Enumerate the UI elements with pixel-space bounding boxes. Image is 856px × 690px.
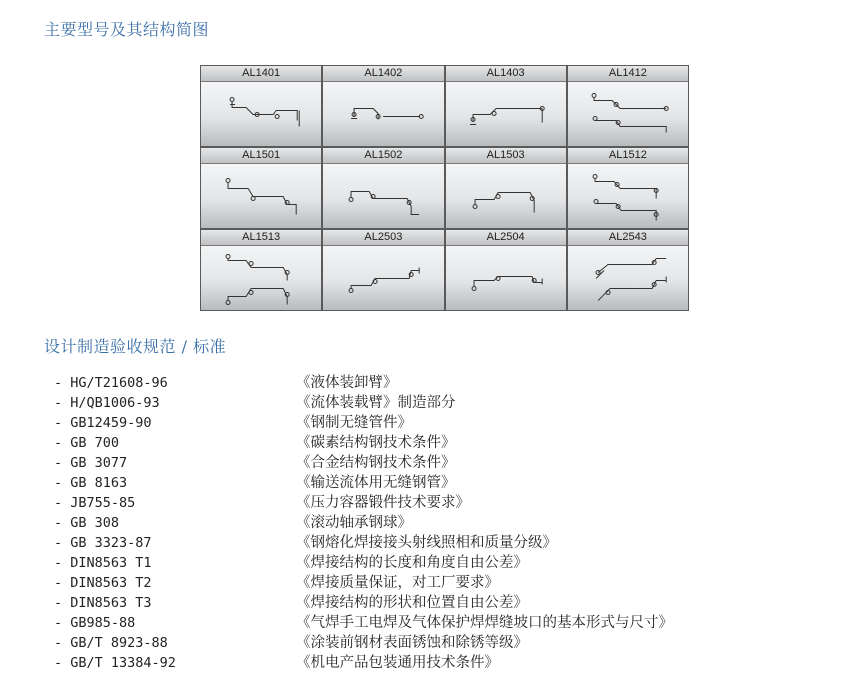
standard-code: - DIN8563 T1 (54, 555, 152, 571)
model-label: AL1412 (568, 66, 688, 82)
standard-code: - JB755-85 (54, 495, 136, 511)
model-label: AL2504 (446, 230, 566, 246)
model-diagram (446, 164, 566, 228)
standard-code: - GB/T 13384-92 (54, 655, 176, 671)
model-cell (323, 66, 443, 146)
model-cell (201, 230, 321, 310)
standard-code: - HG/T21608-96 (54, 375, 168, 391)
model-cell (446, 66, 566, 146)
standard-code: - DIN8563 T2 (54, 575, 152, 591)
section-title-standards: 设计制造验收规范 / 标准 (44, 337, 227, 356)
model-cell (323, 230, 443, 310)
standard-code: - GB 8163 (54, 475, 128, 491)
model-label: AL2543 (568, 230, 688, 246)
standard-code: - DIN8563 T3 (54, 595, 152, 611)
model-cell (568, 66, 688, 146)
model-diagram (446, 246, 566, 310)
standard-code: - GB985-88 (54, 615, 136, 631)
model-cell (201, 66, 321, 146)
standard-name: 《钢制无缝管件》 (296, 415, 412, 431)
model-diagram (446, 82, 566, 146)
model-label: AL1501 (201, 148, 321, 164)
standard-name: 《流体装载臂》制造部分 (296, 395, 456, 411)
standard-name: 《碳素结构钢技术条件》 (296, 435, 456, 451)
model-label: AL1403 (446, 66, 566, 82)
standard-name: 《气焊手工电焊及气体保护焊焊缝坡口的基本形式与尺寸》 (296, 615, 673, 631)
standard-name: 《合金结构钢技术条件》 (296, 455, 456, 471)
standard-code: - GB 700 (54, 435, 120, 451)
standard-code: - GB 3323-87 (54, 535, 152, 551)
model-diagram (568, 164, 688, 228)
standard-name: 《机电产品包装通用技术条件》 (296, 655, 499, 671)
standard-code: - GB 308 (54, 515, 120, 531)
model-diagram (568, 246, 688, 310)
model-label: AL1502 (323, 148, 443, 164)
model-cell (568, 148, 688, 228)
standard-name: 《输送流体用无缝钢管》 (296, 475, 456, 491)
model-diagram (323, 246, 443, 310)
model-diagram (323, 164, 443, 228)
standard-name: 《涂装前钢材表面锈蚀和除锈等级》 (296, 635, 528, 651)
model-label: AL1401 (201, 66, 321, 82)
model-cell (446, 230, 566, 310)
model-cell (323, 148, 443, 228)
standard-name: 《滚动轴承钢球》 (296, 515, 412, 531)
standard-code: - GB 3077 (54, 455, 128, 471)
model-diagram (201, 246, 321, 310)
standard-name: 《钢熔化焊接接头射线照相和质量分级》 (296, 535, 557, 551)
model-label: AL1503 (446, 148, 566, 164)
standard-name: 《液体装卸臂》 (296, 375, 398, 391)
standard-name: 《焊接结构的形状和位置自由公差》 (296, 595, 528, 611)
model-cell (568, 230, 688, 310)
standard-name: 《压力容器锻件技术要求》 (296, 495, 470, 511)
standard-name: 《焊接质量保证，对工厂要求》 (296, 575, 499, 591)
standard-code: - GB12459-90 (54, 415, 152, 431)
standard-code: - GB/T 8923-88 (54, 635, 168, 651)
standard-name: 《焊接结构的长度和角度自由公差》 (296, 555, 528, 571)
model-label: AL1512 (568, 148, 688, 164)
model-cell (201, 148, 321, 228)
model-label: AL1513 (201, 230, 321, 246)
standard-code: - H/QB1006-93 (54, 395, 160, 411)
model-diagram (201, 82, 321, 146)
model-diagram (568, 82, 688, 146)
model-label: AL2503 (323, 230, 443, 246)
model-diagram-grid (200, 65, 689, 311)
model-diagram (201, 164, 321, 228)
model-cell (446, 148, 566, 228)
model-diagram (323, 82, 443, 146)
model-label: AL1402 (323, 66, 443, 82)
section-title-models: 主要型号及其结构简图 (44, 20, 210, 39)
